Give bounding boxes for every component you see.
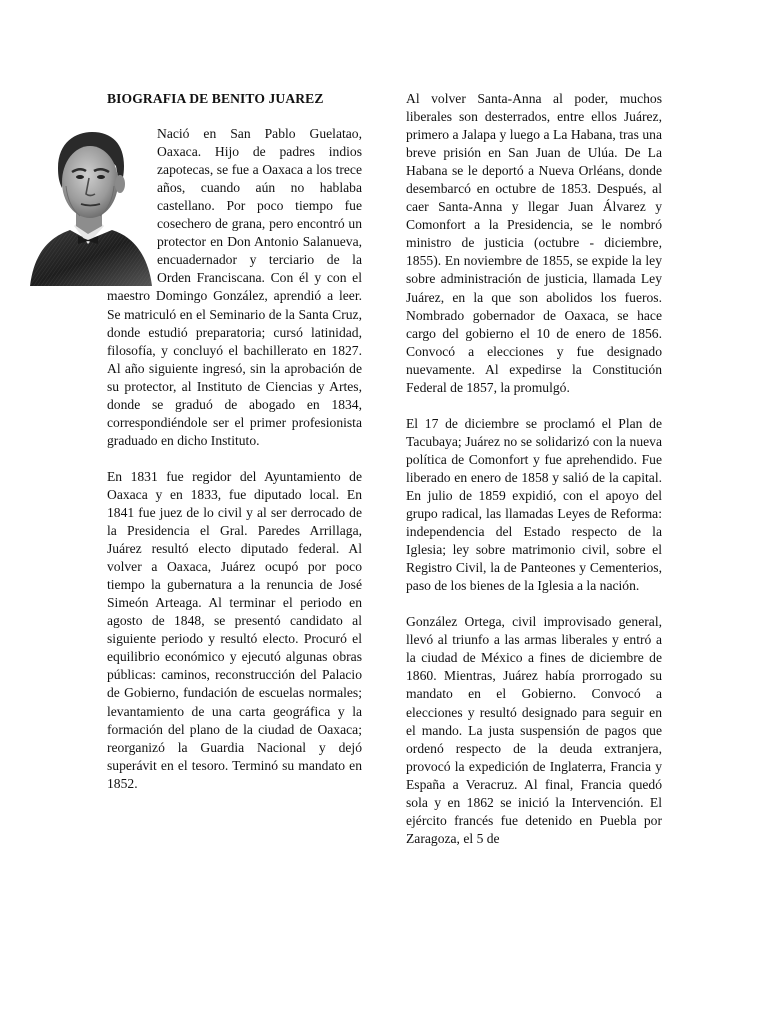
portrait-image (28, 126, 154, 286)
paragraph: Al volver Santa-Anna al poder, muchos liberales son desterrados, entre ellos Juárez, primero a Jalapa y luego a La Habana, tras una breve prisión en San Juan de Ulúa. De La Habana se le deportó a Nueva Orléans, donde desembarcó en octubre de 1853. Después, al caer Santa-Anna y llegar Juan Álvarez y Comonfort a la Presidencia, se le nombró ministro de justicia (octubre - diciembre, 1855). En noviembre de 1855, se expide la ley sobre administración de justicia, llamada Ley Juárez, en la que son abolidos los fueros. Nombrado gobernador de Oaxaca, se hace cargo del gobierno el 10 de enero de 1856. Convocó a elecciones y fue designado nuevamente. Al expedirse la Constitución Federal de 1857, la promulgó. (406, 91, 662, 395)
paragraph: En 1831 fue regidor del Ayuntamiento de Oaxaca y en 1833, fue diputado local. En 1841 fue juez de lo civil y al ser derrocado de la Presidencia el Gral. Paredes Arrillaga, Juárez resultó electo diputado federal. Al volver a Oaxaca, Juárez ocupó por poco tiempo la gubernatura a la renuncia de José Simeón Arteaga. Al terminar el periodo en agosto de 1848, se presentó candidato al siguiente periodo y resultó electo. Procuró el equilibrio económico y ejecutó algunas obras públicas: caminos, reconstrucción del Palacio de Gobierno, fundación de escuelas normales; levantamiento de una carta geográfica y la formación del plano de la ciudad de Oaxaca; reorganizó la Guardia Nacional y dejó superávit en el tesoro. Terminó su mandato en 1852. (107, 468, 362, 791)
left-column (107, 90, 362, 811)
portrait-engraving-icon (28, 126, 154, 286)
paragraph: González Ortega, civil improvisado general, llevó al triunfo a las armas liberales y entró a la ciudad de México a fines de diciembre de 1860. Mientras, Juárez había prorrogado su mandato en el Gobierno. Convocó a elecciones y resultó designado para seguir en el mando. La justa suspensión de pagos que ordenó respecto de la deuda extranjera, provocó la expedición de Inglaterra, Francia y España a Veracruz. Al final, Francia quedó sola y en 1862 se inició la Intervención. El ejército francés fue detenido en Puebla por Zaragoza, el 5 de (406, 614, 662, 846)
paragraph: El 17 de diciembre se proclamó el Plan de Tacubaya; Juárez no se solidarizó con la nueva política de Comonfort y fue aprehendido. Fue liberado en enero de 1858 y salió de la capital. En julio de 1859 expidió, con el apoyo del grupo radical, las llamadas Leyes de Reforma: independencia del Estado respecto de la Iglesia; ley sobre matrimonio civil, sobre el Registro Civil, la de Panteones y Cementerios, paso de los bienes de la Iglesia a la nación. (406, 415, 662, 594)
right-column (406, 90, 662, 848)
paragraph: Nació en San Pablo Guelatao, Oaxaca. Hijo de padres indios zapotecas, se fue a Oaxaca a los trece años, cuando aún no hablaba castellano. Por poco tiempo fue cosechero de grana, pero encontró un protector en Don Antonio Salanueva, encuadernador y terciario de la Orden Franciscana. Con él y con el maestro Domingo González, aprendió a leer. Se matriculó en el Seminario de la Santa Cruz, donde estudió preparatoria; cursó latinidad, filosofía, y concluyó el bachillerato en 1827. Al año siguiente ingresó, sin la aprobación de su protector, al Instituto de Ciencias y Artes, donde se graduó de abogado en 1834, correspondiéndole ser el primer profesionista graduado en dicho Instituto. (107, 126, 362, 448)
document-title: BIOGRAFIA DE BENITO JUAREZ (107, 91, 324, 106)
